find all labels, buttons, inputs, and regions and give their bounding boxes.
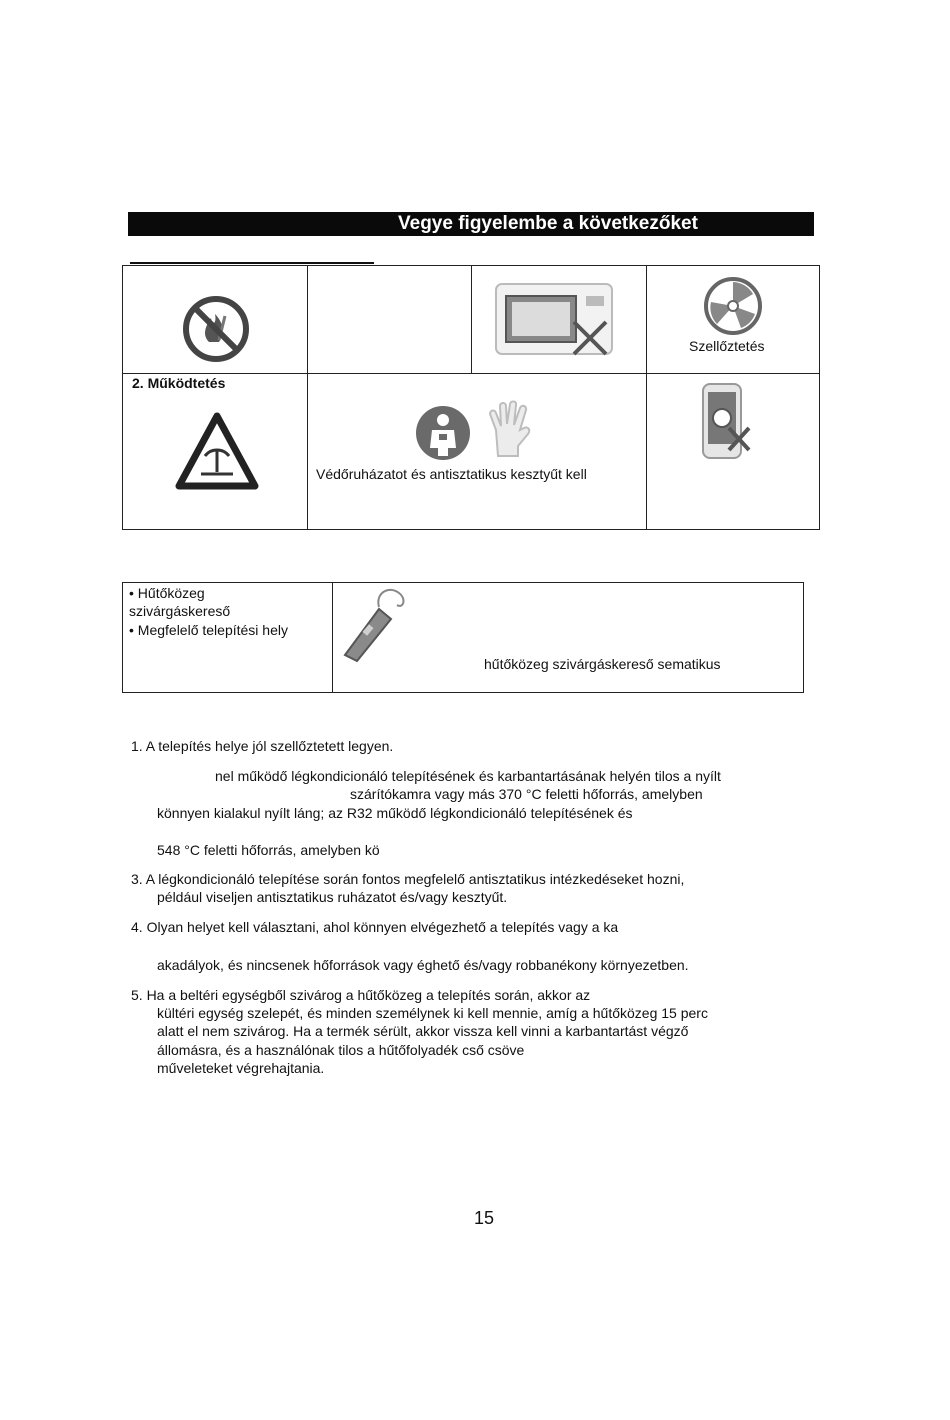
list-item-5-line-5: műveleteket végrehajtania. — [157, 1060, 325, 1076]
cell-operation — [122, 373, 308, 530]
cell-protective — [307, 373, 647, 530]
antistatic-glove-icon — [484, 400, 534, 458]
cell-tools-list — [122, 582, 333, 693]
ventilation-label: Szellőztetés — [689, 338, 765, 354]
leak-detector-caption: hűtőközeg szivárgáskereső sematikus — [484, 656, 721, 672]
header-underline — [130, 262, 374, 264]
leak-detector-icon — [339, 585, 411, 661]
cell-leak-detector — [332, 582, 804, 693]
cell-phone — [646, 373, 820, 530]
list-item-3-line-1: 3. A légkondicionáló telepítése során fontos megfelelő antisztatikus intézkedéseket hozni, — [131, 871, 685, 887]
phone-prohibited-icon — [701, 382, 751, 462]
list-item-2-line-2: szárítókamra vagy más 370 °C feletti hőforrás, amelyben — [350, 786, 703, 802]
operation-label: 2. Működtetés — [132, 375, 226, 391]
list-item-4-line-2: akadályok, és nincsenek hőforrások vagy éghető és/vagy robbanékony környezetben. — [157, 957, 689, 973]
tool-item-1: • Hűtőközeg — [129, 585, 205, 601]
cell-ventilation — [646, 265, 820, 374]
section-header — [128, 212, 814, 236]
list-item-5-line-2: kültéri egység szelepét, és minden személynek ki kell mennie, amíg a hűtőközeg 15 perc — [157, 1005, 708, 1021]
list-item-5-line-3: alatt el nem szivárog. Ha a termék sérült, akkor vissza kell vinni a karbantartást végző — [157, 1023, 689, 1039]
ventilation-fan-icon — [703, 276, 763, 336]
microwave-prohibited-icon — [494, 282, 614, 358]
cell-empty-top — [307, 265, 472, 374]
list-item-2-line-4: 548 °C feletti hőforrás, amelyben kö — [157, 842, 380, 858]
list-item-5-line-1: 5. Ha a beltéri egységből szivárog a hűtőközeg a telepítés során, akkor az — [131, 987, 591, 1003]
warning-triangle-icon — [175, 412, 259, 492]
no-fire-icon — [181, 294, 251, 364]
list-item-4-line-1: 4. Olyan helyet kell választani, ahol könnyen elvégezhető a telepítés vagy a ka — [131, 919, 619, 935]
section-title: Vegye figyelembe a következőket — [398, 213, 698, 234]
protective-text: Védőruházatot és antisztatikus kesztyűt kell — [316, 466, 587, 482]
protective-suit-icon — [414, 404, 472, 462]
cell-no-fire — [122, 265, 308, 374]
cell-microwave — [471, 265, 647, 374]
tool-item-1-cont: szivárgáskereső — [129, 603, 231, 619]
list-item-2-line-1: nel működő légkondicionáló telepítésének és karbantartásának helyén tilos a nyílt — [215, 768, 721, 784]
list-item-3-line-2: például viseljen antisztatikus ruházatot és/vagy kesztyűt. — [157, 889, 508, 905]
list-item-2-line-3: könnyen kialakul nyílt láng; az R32 működő légkondicionáló telepítésének és — [157, 805, 633, 821]
list-item-5-line-4: állomásra, és a használónak tilos a hűtőfolyadék cső csöve — [157, 1042, 525, 1058]
page-number: 15 — [474, 1208, 495, 1228]
list-item-1: 1. A telepítés helye jól szellőztetett legyen. — [131, 738, 394, 754]
tool-item-2: • Megfelelő telepítési hely — [129, 622, 288, 638]
